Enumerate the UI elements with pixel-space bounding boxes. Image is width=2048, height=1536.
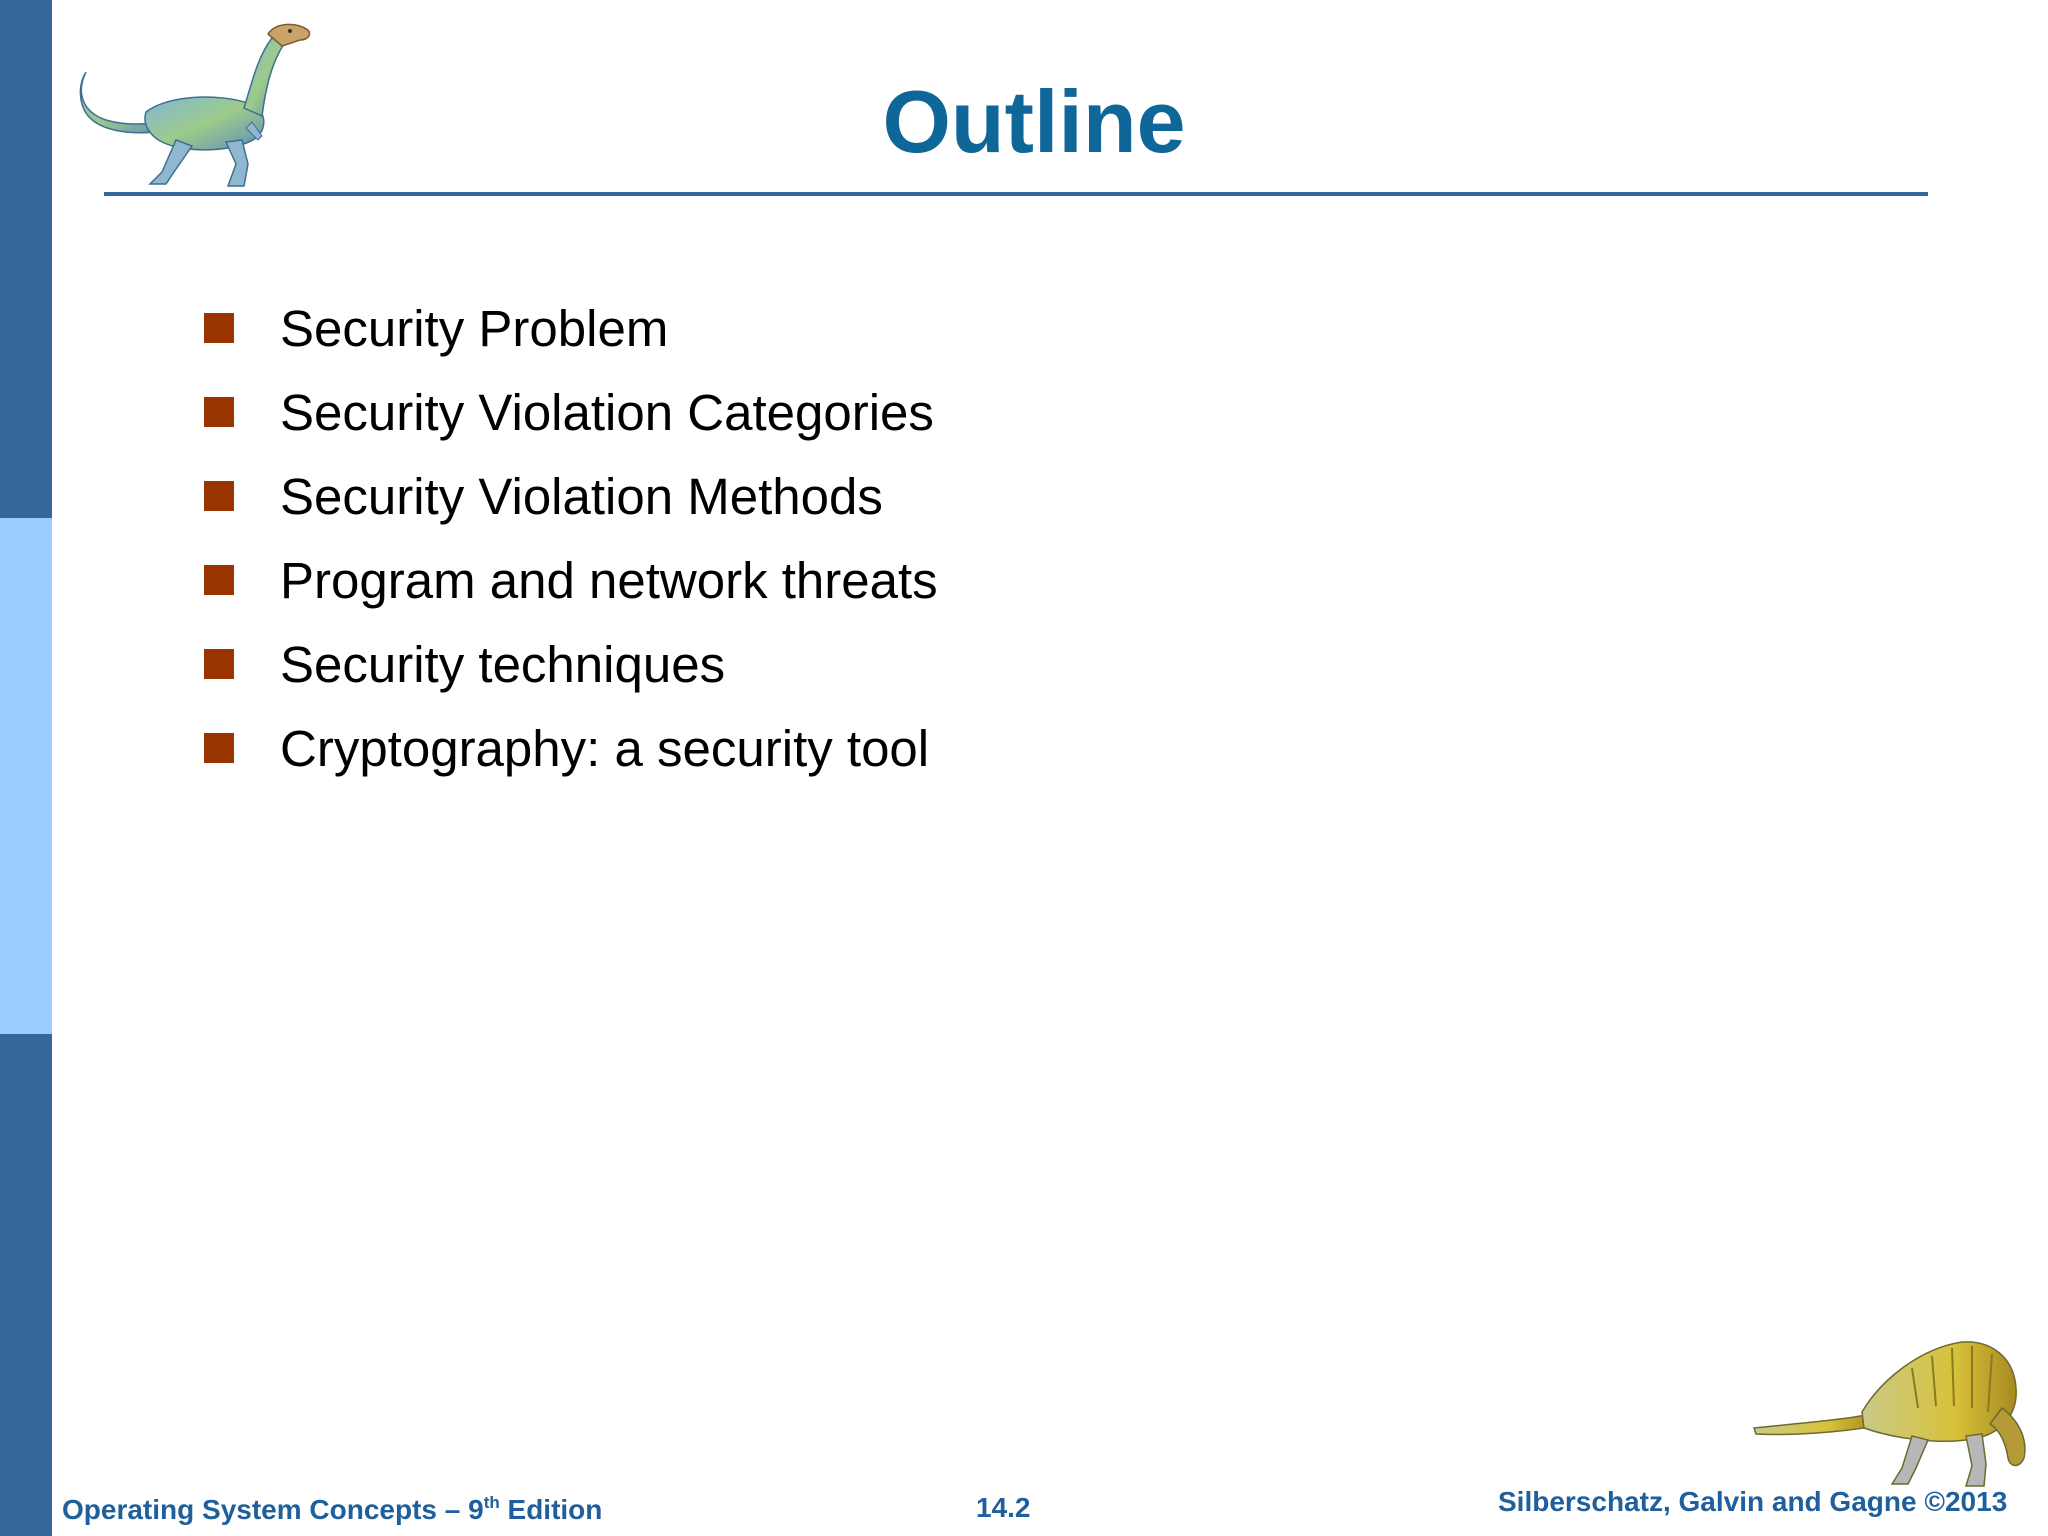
list-item-text: Security techniques xyxy=(280,635,726,693)
list-item-text: Security Violation Categories xyxy=(280,383,934,441)
list-item-text: Cryptography: a security tool xyxy=(280,719,930,777)
sidebar-bottom-segment xyxy=(0,1034,52,1536)
outline-list xyxy=(204,286,938,790)
footer-book-title xyxy=(62,1494,602,1524)
square-bullet-icon xyxy=(204,397,234,427)
square-bullet-icon xyxy=(204,481,234,511)
slide-title: Outline xyxy=(882,72,1186,171)
edition-superscript: th xyxy=(483,1493,500,1512)
slide-number: 14.2 xyxy=(976,1492,1031,1523)
dinosaur-icon xyxy=(1752,1328,2042,1490)
footer-book-title-text: Operating System Concepts – 9 xyxy=(62,1494,484,1525)
list-item-text: Security Violation Methods xyxy=(280,467,883,525)
list-item xyxy=(204,622,938,706)
footer-edition-word: Edition xyxy=(499,1494,603,1525)
square-bullet-icon xyxy=(204,565,234,595)
square-bullet-icon xyxy=(204,313,234,343)
list-item-text: Security Problem xyxy=(280,299,669,357)
list-item xyxy=(204,706,938,790)
sidebar-middle-segment xyxy=(0,518,52,1034)
square-bullet-icon xyxy=(204,733,234,763)
footer-copyright: Silberschatz, Galvin and Gagne ©2013 xyxy=(1498,1486,2008,1517)
square-bullet-icon xyxy=(204,649,234,679)
list-item xyxy=(204,286,938,370)
list-item xyxy=(204,538,938,622)
list-item xyxy=(204,454,938,538)
list-item-text: Program and network threats xyxy=(280,551,938,609)
title-divider xyxy=(104,192,1928,196)
list-item xyxy=(204,370,938,454)
